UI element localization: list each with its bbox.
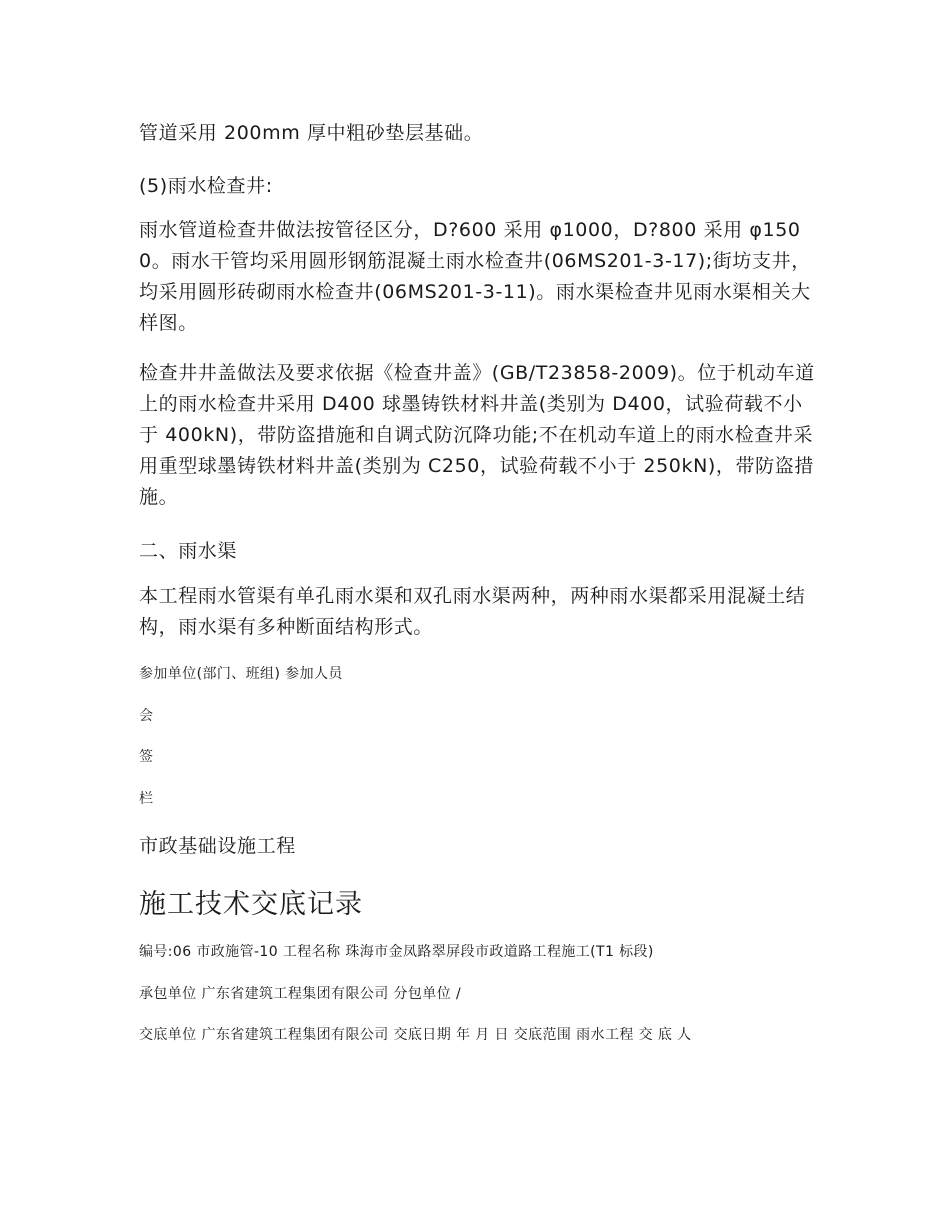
signature-column-char-1: 会 (139, 708, 154, 724)
paragraph-rain-channel: 本工程雨水管渠有单孔雨水渠和双孔雨水渠两种，两种雨水渠都采用混凝土结构，雨水渠有多种断面结构形式。 (139, 585, 806, 638)
participants-label: 参加单位(部门、班组) 参加人员 (139, 666, 343, 682)
signature-column-char-3: 栏 (139, 791, 154, 807)
foundation-line: 管道采用 200mm 厚中粗砂垫层基础。 (139, 122, 484, 144)
briefing-line: 交底单位 广东省建筑工程集团有限公司 交底日期 年 月 日 交底范围 雨水工程 交 底 人 (139, 1027, 692, 1043)
record-title: 施工技术交底记录 (139, 889, 363, 920)
paragraph-well-cover: 检查井井盖做法及要求依据《检查井盖》(GB/T23858-2009)。位于机动车道上的雨水检查井采用 D400 球墨铸铁材料井盖(类别为 D400，试验荷载不小于 400kN)，带防盗措施和自调式防沉降功能;不在机动车道上的雨水检查井采用重型球墨铸铁材料井盖(类别为 C250，试验荷载不小于 250kN)，带防盗措施。 (139, 362, 815, 508)
paragraph-well-method: 雨水管道检查井做法按管径区分，D?600 采用 φ1000，D?800 采用 φ1500。雨水干管均采用圆形钢筋混凝土雨水检查井(06MS201-3-17);街坊支井，均采用圆形砖砌雨水检查井(06MS201-3-11)。雨水渠检查井见雨水渠相关大样图。 (139, 219, 811, 334)
section-heading-rain-channel: 二、雨水渠 (139, 540, 238, 562)
record-number-line: 编号:06 市政施管-10 工程名称 珠海市金凤路翠屏段市政道路工程施工(T1 标段) (139, 944, 654, 960)
signature-column-char-2: 签 (139, 749, 154, 765)
section-heading-rain-inspection-well: (5)雨水检查井: (139, 175, 273, 197)
project-type: 市政基础设施工程 (139, 835, 296, 857)
contractor-line: 承包单位 广东省建筑工程集团有限公司 分包单位 / (139, 986, 462, 1002)
